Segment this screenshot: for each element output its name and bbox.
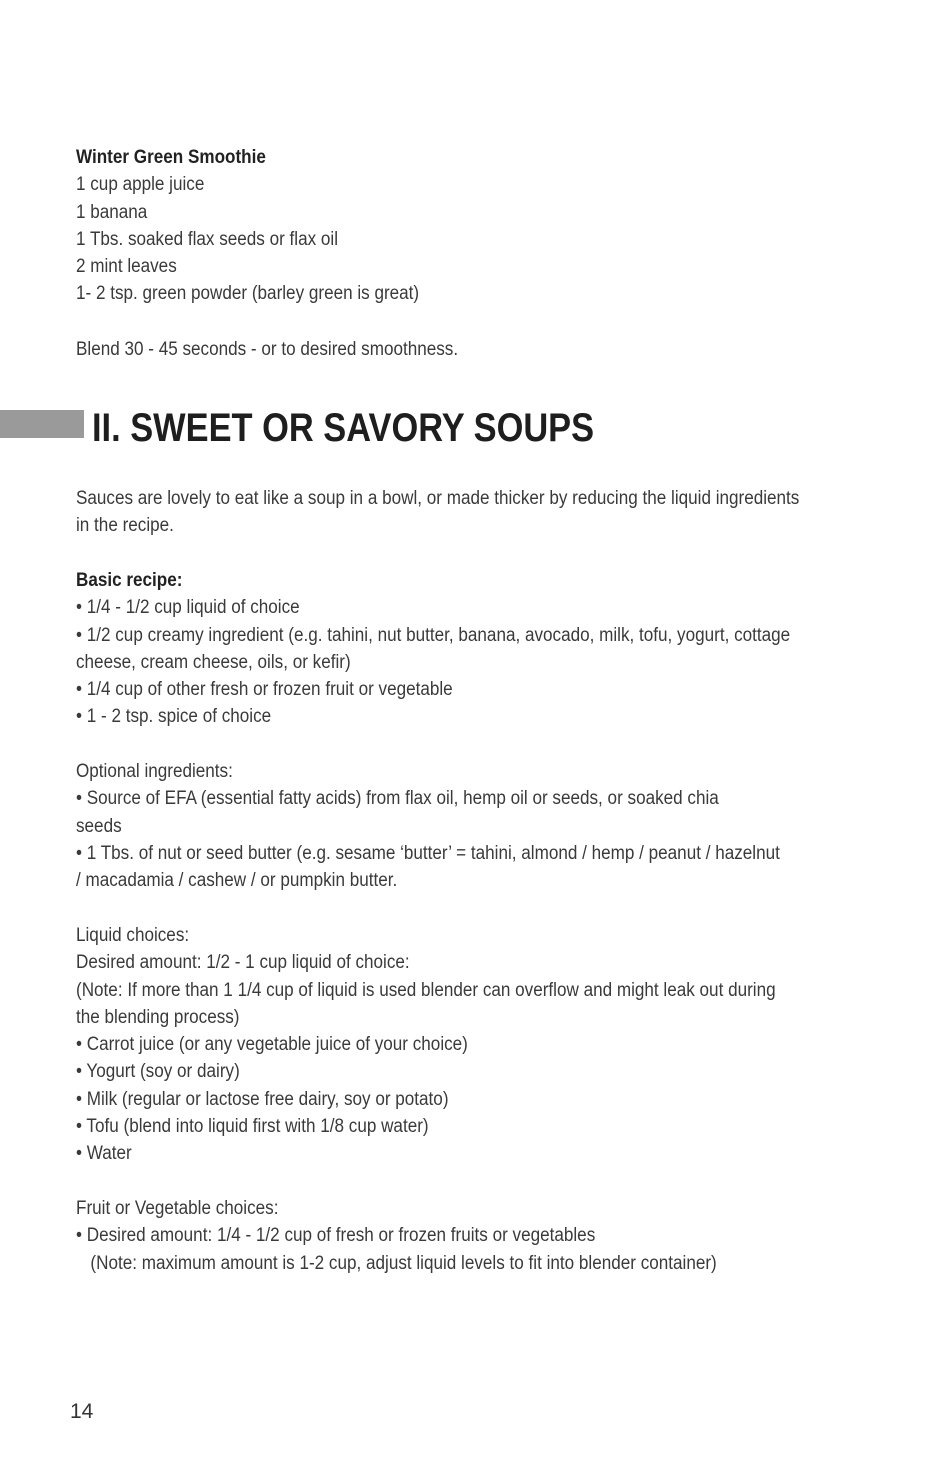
smoothie-title: Winter Green Smoothie: [76, 147, 266, 168]
smoothie-ingredient: 2 mint leaves: [76, 256, 177, 278]
optional-item: • Source of EFA (essential fatty acids) from flax oil, hemp oil or seeds, or soaked chia: [76, 788, 719, 810]
optional-item: seeds: [76, 815, 122, 837]
section-intro: [76, 485, 866, 540]
smoothie-recipe: [76, 144, 866, 308]
section-title: II. SWEET OR SAVORY SOUPS: [92, 406, 595, 450]
liquid-choices: [76, 922, 866, 1168]
intro-line: in the recipe.: [76, 515, 174, 537]
optional-ingredients: [76, 758, 866, 894]
liquid-item: the blending process): [76, 1006, 240, 1028]
smoothie-ingredient: 1 banana: [76, 201, 148, 223]
liquid-heading: Liquid choices:: [76, 925, 190, 946]
fruit-note: (Note: maximum amount is 1-2 cup, adjust liquid levels to fit into blender container): [90, 1252, 717, 1274]
liquid-item: • Yogurt (soy or dairy): [76, 1061, 240, 1083]
liquid-item: • Tofu (blend into liquid first with 1/8 cup water): [76, 1116, 429, 1138]
smoothie-instruction-block: [76, 336, 866, 363]
liquid-item: Desired amount: 1/2 - 1 cup liquid of choice:: [76, 952, 410, 974]
basic-recipe-heading: Basic recipe:: [76, 570, 183, 591]
smoothie-ingredient: 1- 2 tsp. green powder (barley green is great): [76, 283, 420, 305]
fruit-vegetable-choices: [76, 1195, 866, 1277]
optional-item: • 1 Tbs. of nut or seed butter (e.g. sesame ‘butter’ = tahini, almond / hemp / peanut / hazelnut: [76, 842, 780, 864]
basic-recipe: [76, 567, 866, 731]
fruit-heading: Fruit or Vegetable choices:: [76, 1198, 279, 1219]
smoothie-instruction: Blend 30 - 45 seconds - or to desired smoothness.: [76, 339, 459, 360]
liquid-item: (Note: If more than 1 1/4 cup of liquid is used blender can overflow and might leak out during: [76, 979, 776, 1001]
intro-line: Sauces are lovely to eat like a soup in a bowl, or made thicker by reducing the liquid ingredients: [76, 488, 800, 509]
fruit-item: • Desired amount: 1/4 - 1/2 cup of fresh or frozen fruits or vegetables: [76, 1225, 596, 1247]
section-marker-bar: [0, 410, 84, 438]
optional-item: / macadamia / cashew / or pumpkin butter.: [76, 870, 398, 892]
optional-heading: Optional ingredients:: [76, 761, 233, 782]
page-number: 14: [70, 1400, 94, 1423]
liquid-item: • Carrot juice (or any vegetable juice of your choice): [76, 1034, 468, 1056]
smoothie-ingredient: 1 cup apple juice: [76, 174, 205, 196]
basic-recipe-item: • 1 - 2 tsp. spice of choice: [76, 706, 272, 728]
smoothie-ingredient: 1 Tbs. soaked flax seeds or flax oil: [76, 228, 339, 250]
liquid-item: • Water: [76, 1143, 132, 1165]
liquid-item: • Milk (regular or lactose free dairy, soy or potato): [76, 1088, 449, 1110]
basic-recipe-item: cheese, cream cheese, oils, or kefir): [76, 651, 351, 673]
basic-recipe-item: • 1/4 cup of other fresh or frozen fruit or vegetable: [76, 679, 453, 701]
basic-recipe-item: • 1/4 - 1/2 cup liquid of choice: [76, 597, 300, 619]
basic-recipe-item: • 1/2 cup creamy ingredient (e.g. tahini, nut butter, banana, avocado, milk, tofu, yogurt, cottage: [76, 624, 791, 646]
